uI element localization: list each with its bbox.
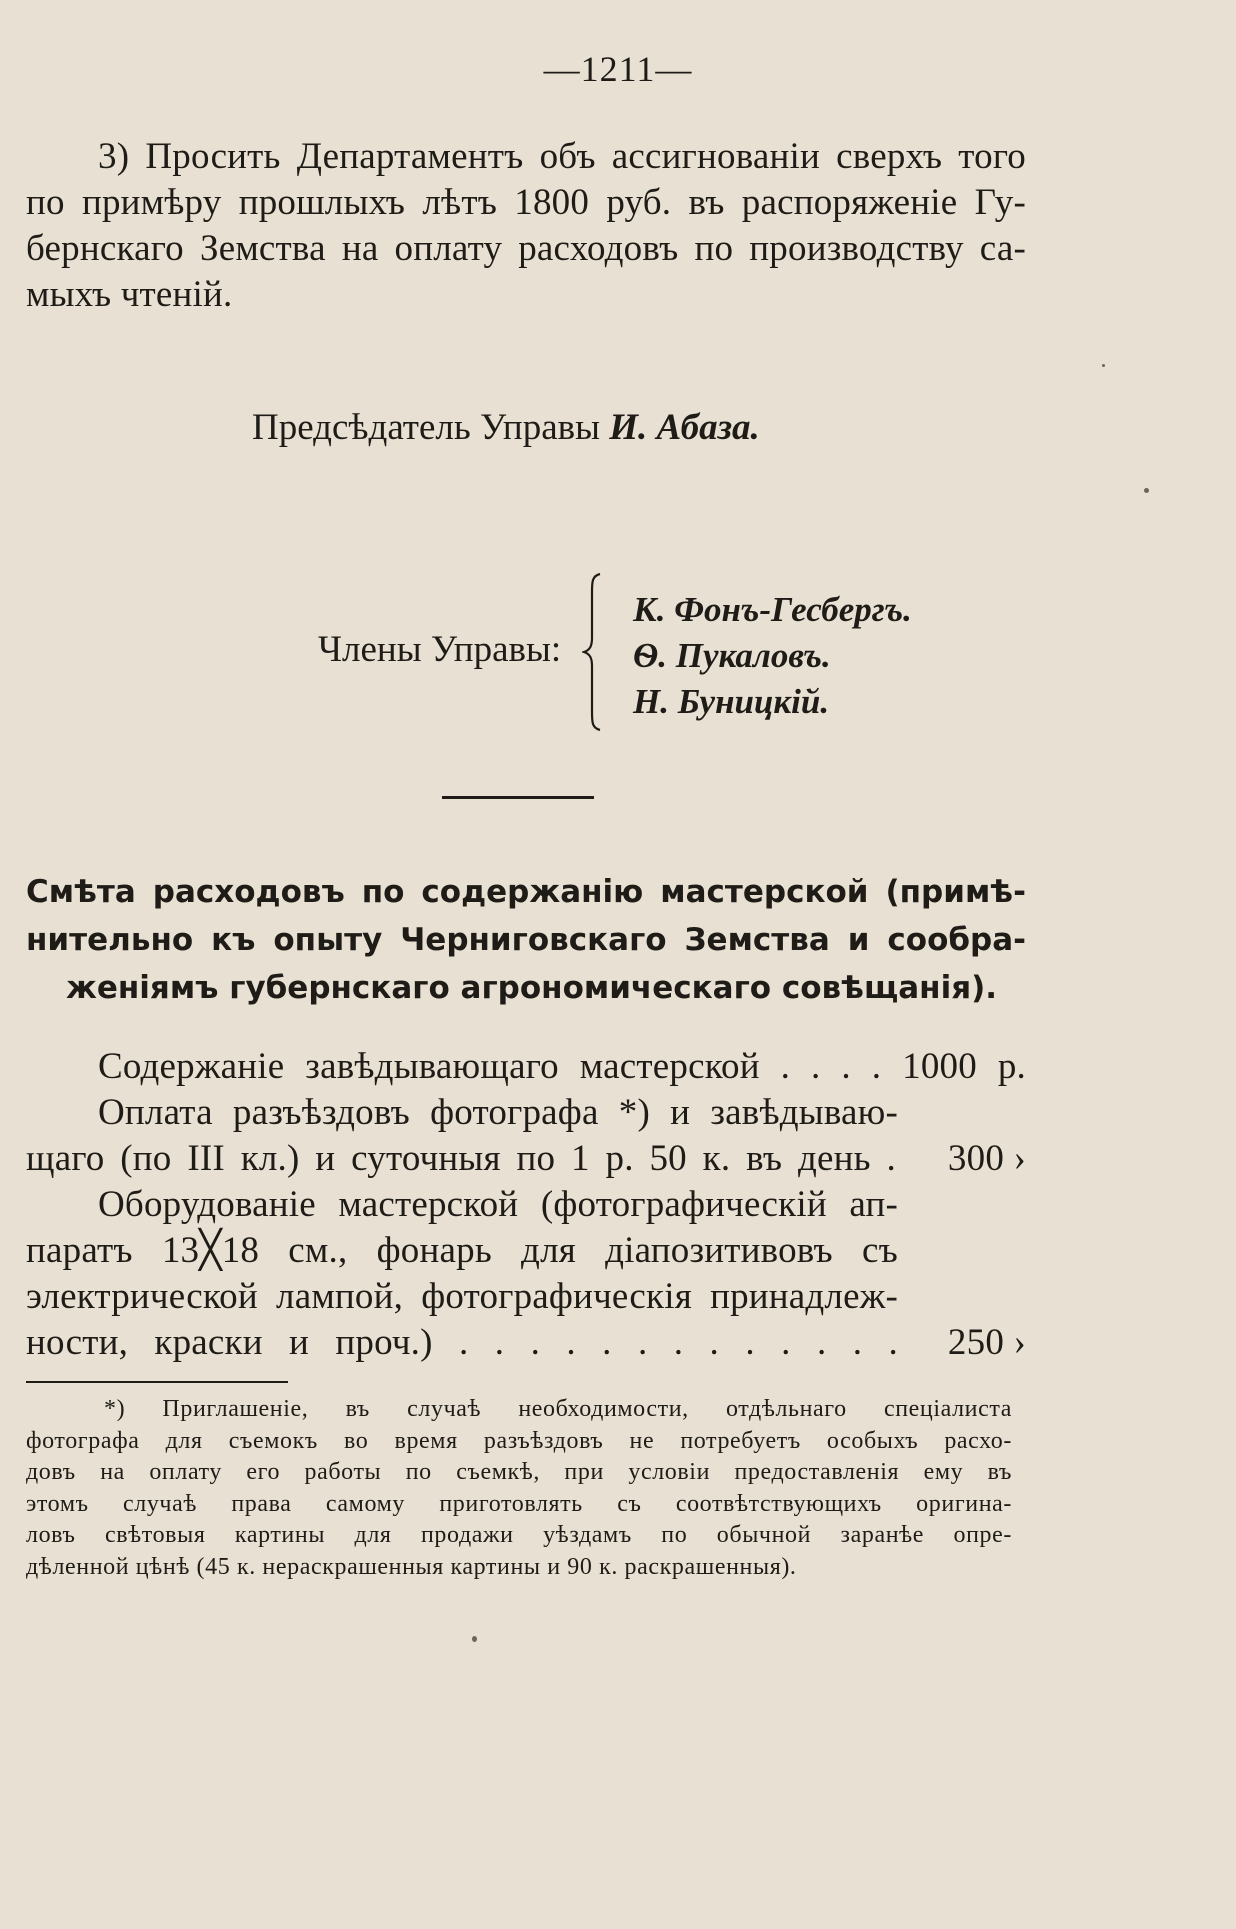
footnote (26, 1394, 1012, 1583)
estimate-item-1-text: Содержаніе завѣдывающаго мастерской . . . . 1000 р. (98, 1046, 1026, 1087)
footnote-line: ловъ свѣтовыя картины для продажи уѣздамъ по обычной заранѣе опре- (26, 1522, 1012, 1548)
estimate-title-line-3: женіямъ губернскаго агрономическаго совѣщанія). (66, 970, 998, 1006)
estimate-item (26, 1090, 1026, 1182)
estimate-item-3-amount: 250 › (947, 1322, 1026, 1363)
paper-speck (1144, 488, 1149, 493)
chairman-title: Предсѣдатель Управы (252, 407, 600, 448)
member-name: Ѳ. Пукаловъ. (633, 636, 831, 675)
estimate-items (26, 1044, 1026, 1366)
footnote-line: этомъ случаѣ права самому приготовлять съ соотвѣтствующихъ оригина- (26, 1490, 1012, 1517)
paragraph-3-line-2: по примѣру прошлыхъ лѣтъ 1800 руб. въ распоряженіе Гу- (26, 182, 1026, 223)
footnote-line: *) Приглашеніе, въ случаѣ необходимости, отдѣльнаго спеціалиста (104, 1396, 1012, 1422)
members-label: Члены Управы: (318, 629, 562, 670)
estimate-item-3-line-2: паратъ 13╳18 см., фонарь для діапозитивовъ съ (26, 1230, 898, 1271)
chairman-name: И. Абаза. (609, 407, 760, 448)
estimate-item-3-line-1: Оборудованіе мастерской (фотографическій ап- (98, 1184, 898, 1225)
estimate-title-line-2: нительно къ опыту Черниговскаго Земства и сообра- (26, 922, 1026, 958)
paragraph-3 (26, 134, 1026, 318)
members-list (633, 587, 912, 725)
estimate-item-2-line-1: Оплата разъѣздовъ фотографа *) и завѣдываю- (98, 1092, 898, 1133)
estimate-item-2-row (26, 1136, 1026, 1182)
estimate-item-3-line-4: ности, краски и проч.) . . . . . . . . . . . . . (26, 1322, 898, 1363)
curly-brace-icon (582, 572, 606, 732)
member-name: К. Фонъ-Гесбергъ. (633, 590, 912, 629)
section-divider (442, 796, 594, 799)
estimate-title (26, 868, 1026, 1012)
footnote-line: дѣленной цѣнѣ (45 к. нераскрашенныя картины и 90 к. раскрашенныя). (26, 1553, 797, 1580)
chairman-signature (252, 406, 760, 449)
estimate-item (26, 1044, 1026, 1090)
footnote-line: фотографа для съемокъ во время разъѣздовъ не потребуетъ особыхъ расхо- (26, 1427, 1012, 1454)
member-name: Н. Буницкій. (633, 682, 830, 721)
estimate-item-3-row (26, 1320, 1026, 1366)
estimate-item-2-amount: 300 › (947, 1138, 1026, 1179)
estimate-title-line-1: Смѣта расходовъ по содержанію мастерской (примѣ- (26, 874, 1026, 910)
footnote-line: довъ на оплату его работы по съемкѣ, при условіи предоставленія ему въ (26, 1459, 1012, 1485)
page-number: —1211— (543, 49, 693, 89)
paragraph-3-line-3: бернскаго Земства на оплату расходовъ по производству са- (26, 228, 1026, 269)
footnote-divider (26, 1381, 288, 1383)
estimate-item (26, 1182, 1026, 1366)
paragraph-3-line-4: мыхъ чтеній. (26, 274, 233, 315)
estimate-item-3-line-3: электрической лампой, фотографическія принадлеж- (26, 1276, 898, 1317)
estimate-item-2-line-2: щаго (по III кл.) и суточныя по 1 р. 50 к. въ день . (26, 1138, 896, 1179)
paper-speck (1102, 364, 1105, 367)
paragraph-3-line-1: 3) Просить Департаментъ объ ассигнованіи сверхъ того (98, 136, 1026, 177)
paper-speck (472, 1636, 477, 1642)
